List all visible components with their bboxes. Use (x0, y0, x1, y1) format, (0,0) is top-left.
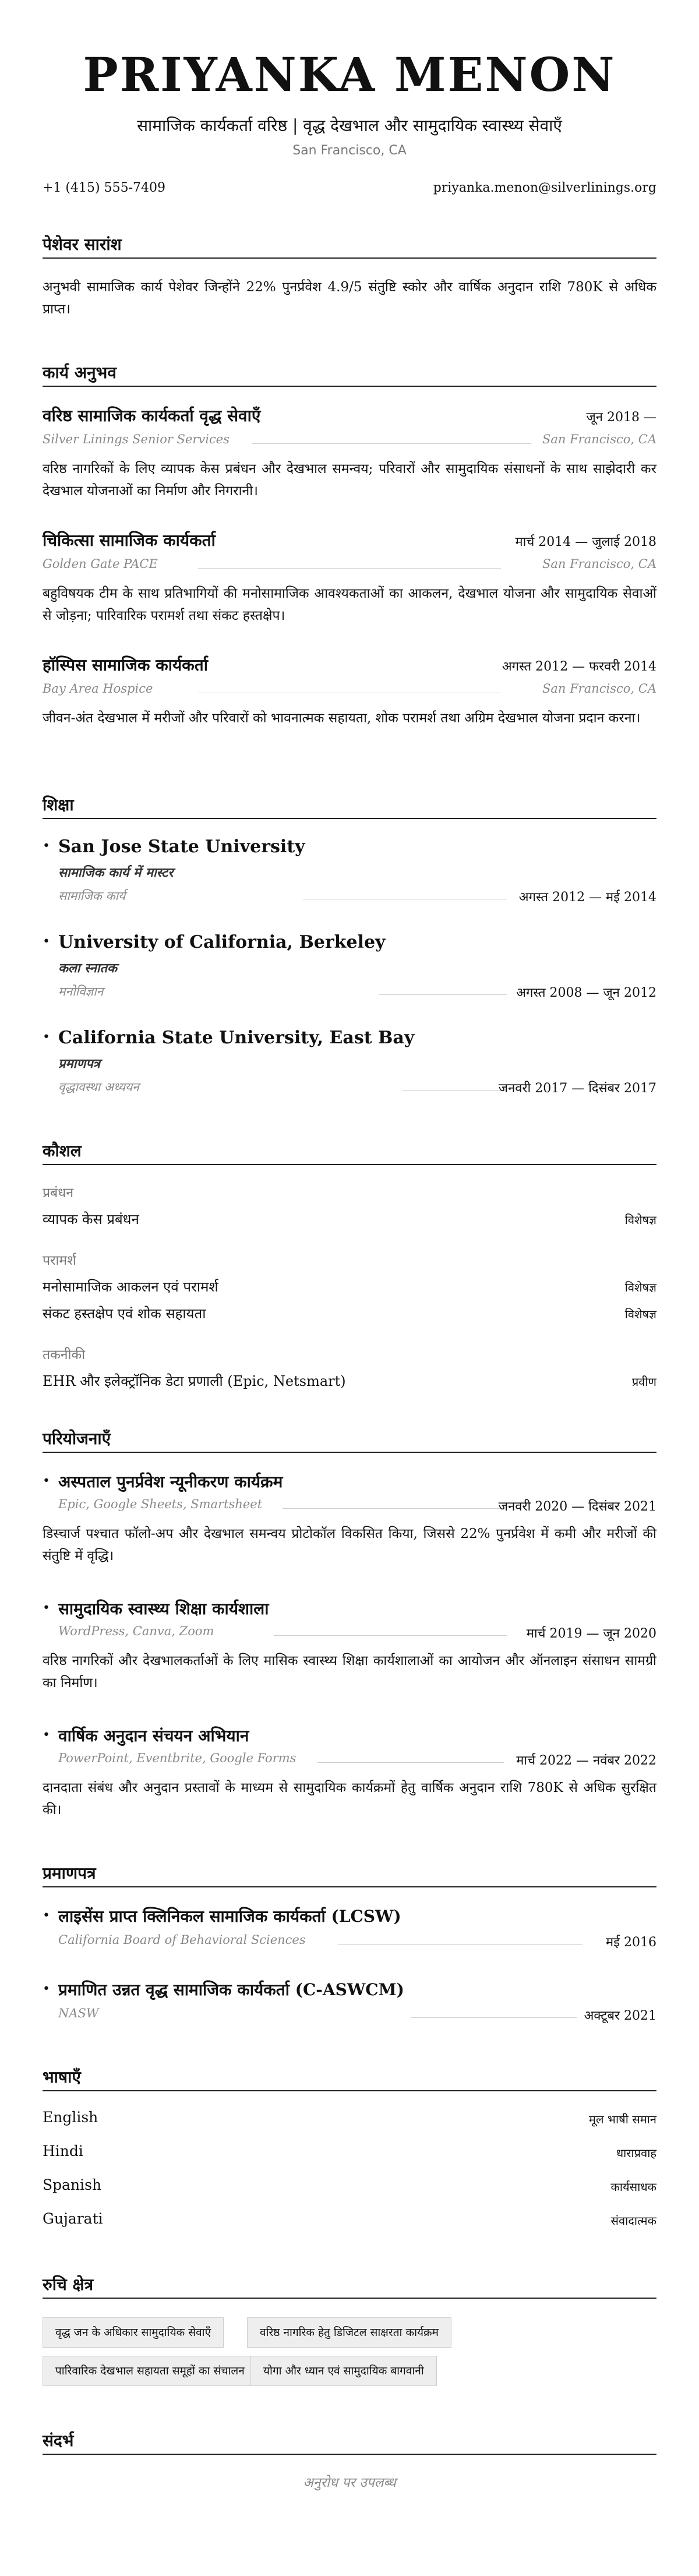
skill-category: परामर्श (43, 1253, 76, 1268)
degree: सामाजिक कार्य में मास्टर (58, 865, 174, 880)
degree: प्रमाणपत्र (58, 1056, 100, 1071)
certification-name: लाइसेंस प्राप्त क्लिनिकल सामाजिक कार्यकर्ता (LCSW) (58, 1907, 401, 1926)
job-location: San Francisco, CA (542, 557, 656, 571)
bullet: • (43, 1908, 50, 1923)
job-description: बहुविषयक टीम के साथ प्रतिभागियों की मनोसामाजिक आवश्यकताओं का आकलन, देखभाल योजना और सामुदायिक सेवाओं से जोड़ना; पारिवारिक परामर्श तथा संकट हस्तक्षेप। (43, 586, 656, 623)
skill-level: विशेषज्ञ (624, 1307, 656, 1321)
section-divider (43, 1164, 656, 1165)
dotted-leader (379, 994, 507, 995)
project-description: वरिष्ठ नागरिकों और देखभालकर्ताओं के लिए मासिक स्वास्थ्य शिक्षा कार्यशालाओं का आयोजन और ऑनलाइन संसाधन सामग्री का निर्माण। (43, 1653, 656, 1691)
skill-level: विशेषज्ञ (624, 1213, 656, 1227)
bullet: • (43, 1728, 50, 1742)
section-divider (43, 1452, 656, 1453)
certification-issuer: NASW (58, 2006, 99, 2020)
language-name: Spanish (43, 2176, 102, 2193)
project-name: अस्पताल पुनर्प्रवेश न्यूनीकरण कार्यक्रम (58, 1472, 283, 1491)
education-dates: अगस्त 2012 — मई 2014 (518, 890, 656, 905)
section-divider (43, 257, 656, 259)
certification-date: मई 2016 (606, 1935, 656, 1950)
section-divider (43, 818, 656, 819)
field-of-study: वृद्धावस्था अध्ययन (58, 1080, 139, 1094)
skill-name: मनोसामाजिक आकलन एवं परामर्श (43, 1279, 218, 1295)
dotted-leader (274, 1635, 507, 1636)
certification-date: अक्टूबर 2021 (584, 2009, 656, 2023)
job-title: हॉस्पिस सामाजिक कार्यकर्ता (43, 655, 209, 675)
dotted-leader (411, 2017, 577, 2018)
skill-name: EHR और इलेक्ट्रॉनिक डेटा प्रणाली (Epic, Netsmart) (43, 1373, 346, 1389)
degree: कला स्नातक (58, 961, 117, 976)
section-title-summary: पेशेवर सारांश (43, 235, 122, 254)
job-organization: Bay Area Hospice (43, 682, 153, 696)
section-title-experience: कार्य अनुभव (43, 363, 116, 382)
bullet: • (43, 1030, 50, 1044)
field-of-study: सामाजिक कार्य (58, 889, 126, 903)
language-level: मूल भाषी समान (589, 2112, 656, 2126)
section-title-interests: रुचि क्षेत्र (43, 2275, 94, 2294)
dotted-leader (402, 1090, 507, 1091)
bullet: • (43, 1474, 50, 1488)
job-dates: जून 2018 — (586, 410, 656, 425)
bullet: • (43, 1982, 50, 1996)
project-dates: मार्च 2022 — नवंबर 2022 (516, 1753, 656, 1768)
dotted-leader (198, 568, 501, 569)
location: San Francisco, CA (292, 143, 407, 158)
job-title: वरिष्ठ सामाजिक कार्यकर्ता वृद्ध सेवाएँ (43, 406, 261, 425)
language-name: Gujarati (43, 2210, 103, 2227)
interest-tag: योगा और ध्यान एवं सामुदायिक बागवानी (250, 2356, 437, 2386)
section-title-education: शिक्षा (43, 795, 74, 814)
references-note: अनुरोध पर उपलब्ध (303, 2475, 396, 2490)
job-dates: अगस्त 2012 — फरवरी 2014 (502, 659, 656, 674)
headline: सामाजिक कार्यकर्ता वरिष्ठ | वृद्ध देखभाल और सामुदायिक स्वास्थ्य सेवाएँ (137, 116, 562, 135)
language-name: English (43, 2109, 98, 2126)
project-description: दानदाता संबंध और अनुदान प्रस्तावों के माध्यम से सामुदायिक कार्यक्रमों हेतु वार्षिक अनुदान राशि 780K से अधिक सुरक्षित की। (43, 1780, 656, 1818)
school-name: University of California, Berkeley (58, 932, 386, 952)
skill-category: प्रबंधन (43, 1185, 74, 1201)
section-title-languages: भाषाएँ (43, 2067, 81, 2087)
project-dates: जनवरी 2020 — दिसंबर 2021 (498, 1499, 656, 1514)
project-name: सामुदायिक स्वास्थ्य शिक्षा कार्यशाला (58, 1599, 269, 1618)
language-level: संवादात्मक (610, 2214, 656, 2228)
interest-tag: वृद्ध जन के अधिकार सामुदायिक सेवाएँ (43, 2317, 224, 2348)
education-dates: अगस्त 2008 — जून 2012 (516, 986, 656, 1000)
section-title-references: संदर्भ (43, 2431, 74, 2450)
bullet: • (43, 1601, 50, 1615)
certification-name: प्रमाणित उन्नत वृद्ध सामाजिक कार्यकर्ता (C-ASWCM) (58, 1980, 404, 1999)
project-tools: PowerPoint, Eventbrite, Google Forms (58, 1751, 296, 1765)
project-name: वार्षिक अनुदान संचयन अभियान (58, 1726, 249, 1745)
job-location: San Francisco, CA (542, 682, 656, 696)
section-title-skills: कौशल (43, 1141, 82, 1160)
interest-tag: पारिवारिक देखभाल सहायता समूहों का संचालन (43, 2356, 257, 2386)
job-organization: Silver Linings Senior Services (43, 432, 230, 446)
section-divider (43, 2298, 656, 2299)
skill-name: व्यापक केस प्रबंधन (43, 1211, 139, 1227)
job-organization: Golden Gate PACE (43, 557, 158, 571)
summary-text: अनुभवी सामाजिक कार्य पेशेवर जिन्होंने 22% पुनर्प्रवेश 4.9/5 संतुष्टि स्कोर और वार्षिक अनुदान राशि 780K से अधिक प्राप्त। (43, 280, 656, 317)
project-tools: WordPress, Canva, Zoom (58, 1624, 214, 1638)
section-divider (43, 386, 656, 387)
job-location: San Francisco, CA (542, 432, 656, 446)
candidate-name: PRIYANKA MENON (83, 47, 616, 102)
dotted-leader (317, 1762, 504, 1763)
skill-level: प्रवीण (631, 1375, 656, 1389)
project-description: डिस्चार्ज पश्चात फॉलो-अप और देखभाल समन्वय प्रोटोकॉल विकसित किया, जिससे 22% पुनर्प्रवेश में कमी और मरीजों की संतुष्टि में वृद्धि। (43, 1526, 656, 1564)
section-divider (43, 2454, 656, 2455)
email[interactable]: priyanka.menon@silverlinings.org (433, 181, 656, 195)
job-dates: मार्च 2014 — जुलाई 2018 (515, 535, 656, 549)
skill-name: संकट हस्तक्षेप एवं शोक सहायता (43, 1305, 206, 1322)
dotted-leader (252, 443, 531, 444)
field-of-study: मनोविज्ञान (58, 984, 104, 998)
bullet: • (43, 839, 50, 853)
school-name: San Jose State University (58, 837, 305, 857)
skill-level: विशेषज्ञ (624, 1280, 656, 1294)
school-name: California State University, East Bay (58, 1028, 415, 1048)
language-level: कार्यसाधक (610, 2180, 656, 2194)
project-dates: मार्च 2019 — जून 2020 (526, 1626, 656, 1641)
language-name: Hindi (43, 2143, 83, 2159)
education-dates: जनवरी 2017 — दिसंबर 2017 (498, 1081, 656, 1096)
section-title-projects: परियोजनाएँ (43, 1429, 111, 1448)
section-divider (43, 2090, 656, 2091)
section-divider (43, 1886, 656, 1887)
dotted-leader (283, 1508, 501, 1509)
project-tools: Epic, Google Sheets, Smartsheet (58, 1497, 263, 1511)
certification-issuer: California Board of Behavioral Sciences (58, 1933, 306, 1947)
interest-tag: वरिष्ठ नागरिक हेतु डिजिटल साक्षरता कार्यक्रम (247, 2317, 451, 2348)
job-description: जीवन-अंत देखभाल में मरीजों और परिवारों को भावनात्मक सहायता, शोक परामर्श तथा अग्रिम देखभाल योजना प्रदान करना। (43, 711, 641, 726)
dotted-leader (338, 1944, 582, 1945)
language-level: धाराप्रवाह (616, 2146, 656, 2160)
job-description: वरिष्ठ नागरिकों के लिए व्यापक केस प्रबंधन और देखभाल समन्वय; परिवारों और सामुदायिक संसाधनों के साथ साझेदारी कर देखभाल योजनाओं का निर्माण और निगरानी। (43, 461, 656, 499)
skill-category: तकनीकी (43, 1347, 86, 1363)
job-title: चिकित्सा सामाजिक कार्यकर्ता (43, 531, 216, 550)
bullet: • (43, 934, 50, 949)
section-title-certifications: प्रमाणपत्र (43, 1864, 96, 1883)
phone: +1 (415) 555-7409 (43, 181, 165, 195)
